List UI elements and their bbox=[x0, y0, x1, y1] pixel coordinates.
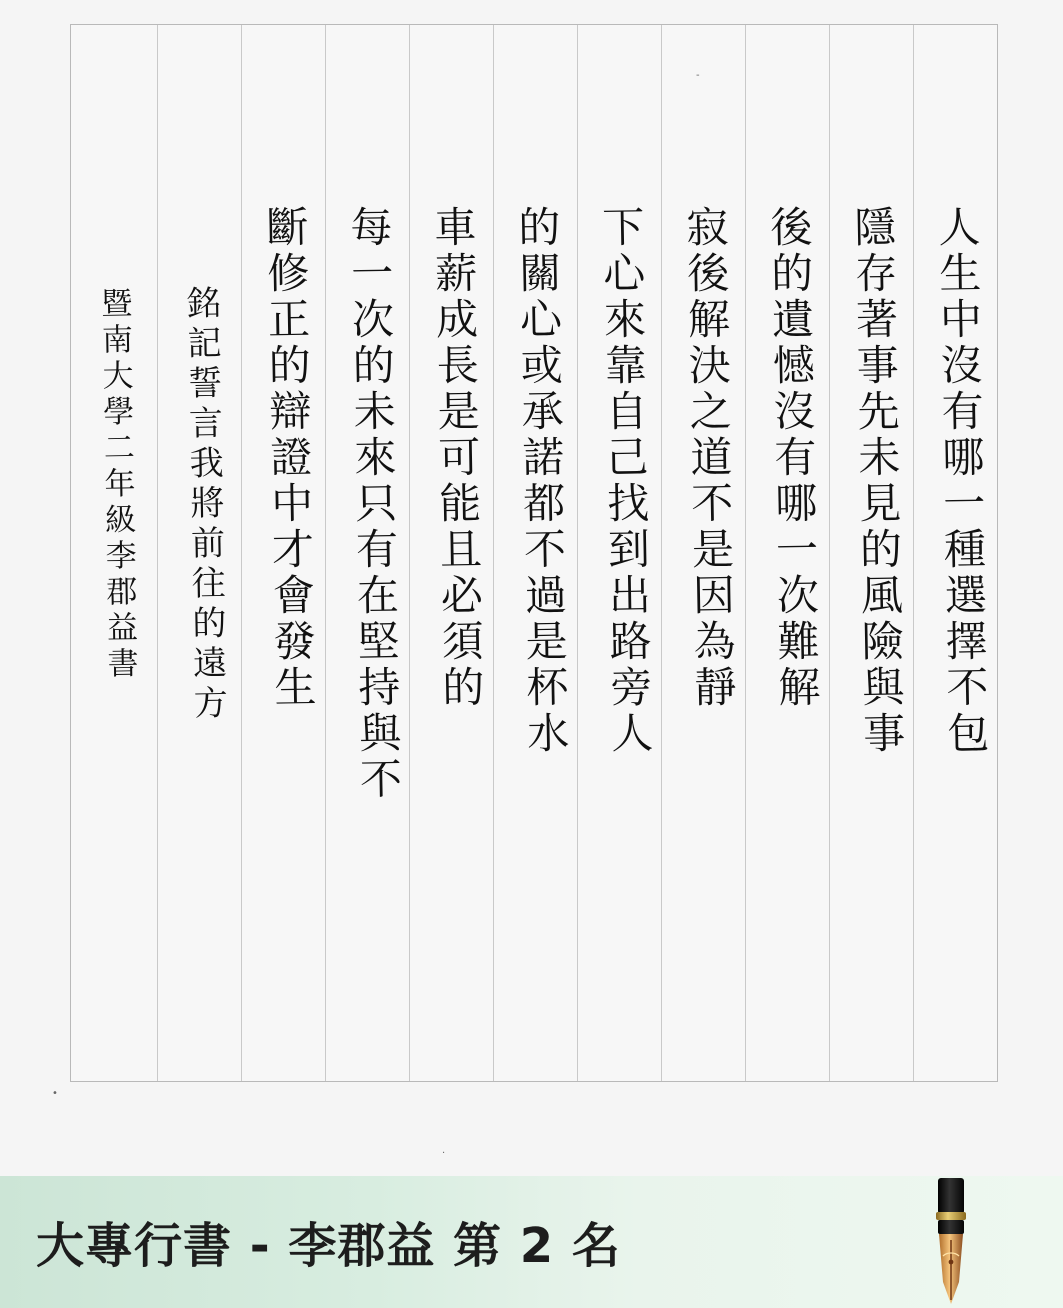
text-column-5 bbox=[577, 25, 661, 1081]
award-title: 大專行書 - 李郡益 第 2 名 bbox=[36, 1218, 621, 1274]
calligraphy-line-5: 下心來靠自己找到出路旁人 bbox=[596, 204, 655, 758]
fountain-pen-icon bbox=[930, 1178, 972, 1306]
text-column-3 bbox=[745, 25, 829, 1081]
calligraphy-line-8: 每一次的未來只有在堅持與不 bbox=[344, 204, 404, 804]
text-column-4 bbox=[661, 25, 745, 1081]
paper-speck: - bbox=[696, 70, 700, 81]
text-column-7 bbox=[409, 25, 493, 1081]
calligraphy-line-1: 人生中沒有哪一種選擇不包 bbox=[932, 204, 991, 758]
text-column-11 bbox=[71, 25, 155, 1081]
text-column-6 bbox=[493, 25, 577, 1081]
text-column-10 bbox=[157, 25, 241, 1081]
calligraphy-line-10: 銘記誓言我將前往的遠方 bbox=[180, 284, 228, 726]
text-column-1 bbox=[913, 25, 997, 1081]
signature-line: 暨南大學二年級李郡益書 bbox=[95, 286, 138, 684]
calligraphy-line-6: 的關心或承諾都不過是杯水 bbox=[512, 204, 571, 758]
calligraphy-line-9: 斷修正的辯證中才會發生 bbox=[260, 204, 318, 712]
paper-speck: • bbox=[52, 1088, 58, 1099]
calligraphy-line-7: 車薪成長是可能且必須的 bbox=[428, 204, 486, 712]
calligraphy-line-3: 後的遺憾沒有哪一次難解 bbox=[764, 204, 822, 712]
award-banner bbox=[0, 1176, 1063, 1308]
text-column-9 bbox=[241, 25, 325, 1081]
paper-speck: · bbox=[442, 1148, 446, 1159]
writing-paper bbox=[70, 24, 998, 1082]
calligraphy-line-4: 寂後解決之道不是因為靜 bbox=[680, 204, 738, 712]
calligraphy-line-2: 隱存著事先未見的風險與事 bbox=[848, 204, 907, 758]
text-column-8 bbox=[325, 25, 409, 1081]
text-column-2 bbox=[829, 25, 913, 1081]
